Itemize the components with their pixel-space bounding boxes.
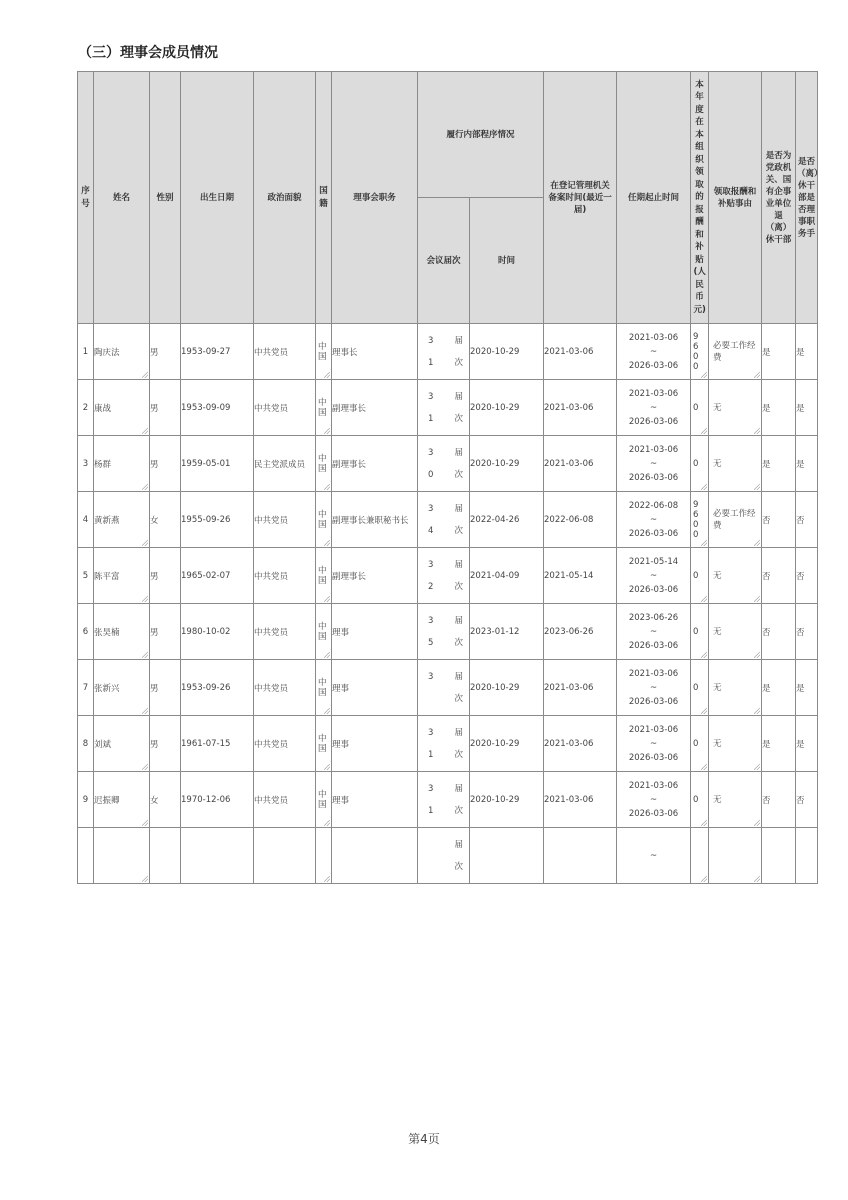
resize-handle-icon[interactable] xyxy=(701,652,707,658)
board-members-table-container xyxy=(77,71,823,883)
header-internal-procedure: 履行内部程序情况 xyxy=(418,72,544,198)
cell-name[interactable]: 陈平富 xyxy=(94,548,150,604)
cell-remuneration[interactable]: 9600 xyxy=(691,324,709,380)
cell-political-status[interactable]: 中共党员 xyxy=(254,660,316,716)
cell-meeting-session[interactable]: 3 届 0 次 xyxy=(418,436,470,492)
cell-filing-date[interactable]: 2021-03-06 xyxy=(544,436,617,492)
header-filing-time: 在登记管理机关备案时间(最近一届) xyxy=(544,72,617,324)
cell-remuneration-reason[interactable]: 无 xyxy=(709,380,762,436)
cell-name[interactable]: 杨群 xyxy=(94,436,150,492)
cell-extra[interactable]: 是 xyxy=(796,660,818,716)
cell-filing-date[interactable]: 2022-06-08 xyxy=(544,492,617,548)
cell-remuneration-reason[interactable] xyxy=(709,828,762,884)
resize-handle-icon[interactable] xyxy=(142,764,148,770)
resize-handle-icon[interactable] xyxy=(142,540,148,546)
cell-retired-cadre[interactable]: 是 xyxy=(762,660,796,716)
cell-nationality[interactable]: 中国 xyxy=(316,324,332,380)
cell-retired-cadre[interactable]: 否 xyxy=(762,548,796,604)
resize-handle-icon[interactable] xyxy=(701,596,707,602)
cell-birth-date[interactable]: 1980-10-02 xyxy=(181,604,254,660)
cell-birth-date[interactable]: 1970-12-06 xyxy=(181,772,254,828)
cell-remuneration-reason[interactable]: 无 xyxy=(709,772,762,828)
cell-term-period[interactable]: 2021-03-06 ~ 2026-03-06 xyxy=(617,660,691,716)
resize-handle-icon[interactable] xyxy=(324,428,330,434)
cell-gender[interactable]: 男 xyxy=(150,716,181,772)
cell-remuneration-reason[interactable]: 必要工作经费 xyxy=(709,324,762,380)
resize-handle-icon[interactable] xyxy=(142,484,148,490)
cell-seq: 4 xyxy=(78,492,94,548)
cell-name[interactable]: 张昊楠 xyxy=(94,604,150,660)
cell-remuneration[interactable]: 0 xyxy=(691,660,709,716)
page-number: 第4页 xyxy=(408,1132,440,1146)
cell-board-position[interactable]: 副理事长兼职秘书长 xyxy=(332,492,418,548)
resize-handle-icon[interactable] xyxy=(142,428,148,434)
cell-retired-cadre[interactable]: 否 xyxy=(762,492,796,548)
table-row xyxy=(78,548,818,604)
cell-gender[interactable]: 男 xyxy=(150,604,181,660)
cell-board-position[interactable]: 理事 xyxy=(332,772,418,828)
cell-extra[interactable]: 否 xyxy=(796,492,818,548)
cell-birth-date[interactable]: 1953-09-09 xyxy=(181,380,254,436)
cell-filing-date[interactable] xyxy=(544,828,617,884)
cell-meeting-date[interactable]: 2022-04-26 xyxy=(470,492,544,548)
header-political-status: 政治面貌 xyxy=(254,72,316,324)
header-name: 姓名 xyxy=(94,72,150,324)
resize-handle-icon[interactable] xyxy=(324,652,330,658)
cell-nationality[interactable]: 中国 xyxy=(316,716,332,772)
cell-political-status[interactable]: 中共党员 xyxy=(254,492,316,548)
cell-board-position[interactable]: 理事 xyxy=(332,660,418,716)
cell-retired-cadre[interactable]: 是 xyxy=(762,380,796,436)
cell-term-period[interactable]: 2023-06-26 ~ 2026-03-06 xyxy=(617,604,691,660)
cell-term-period[interactable]: 2022-06-08 ~ 2026-03-06 xyxy=(617,492,691,548)
table-row xyxy=(78,492,818,548)
cell-meeting-date[interactable]: 2020-10-29 xyxy=(470,660,544,716)
cell-gender[interactable]: 男 xyxy=(150,380,181,436)
cell-gender[interactable]: 女 xyxy=(150,492,181,548)
cell-remuneration-reason[interactable]: 无 xyxy=(709,548,762,604)
cell-retired-cadre[interactable]: 是 xyxy=(762,436,796,492)
resize-handle-icon[interactable] xyxy=(701,764,707,770)
cell-political-status[interactable]: 中共党员 xyxy=(254,548,316,604)
cell-seq: 5 xyxy=(78,548,94,604)
cell-meeting-date[interactable]: 2020-10-29 xyxy=(470,380,544,436)
resize-handle-icon[interactable] xyxy=(701,876,707,882)
cell-remuneration[interactable]: 0 xyxy=(691,716,709,772)
header-remuneration-reason: 领取报酬和补贴事由 xyxy=(709,72,762,324)
cell-remuneration[interactable] xyxy=(691,828,709,884)
cell-extra[interactable]: 是 xyxy=(796,716,818,772)
header-meeting-time: 时间 xyxy=(470,198,544,324)
cell-political-status[interactable]: 中共党员 xyxy=(254,604,316,660)
cell-nationality[interactable]: 中国 xyxy=(316,380,332,436)
cell-name[interactable]: 迟振卿 xyxy=(94,772,150,828)
resize-handle-icon[interactable] xyxy=(754,876,760,882)
cell-political-status[interactable] xyxy=(254,828,316,884)
cell-board-position[interactable]: 理事 xyxy=(332,716,418,772)
resize-handle-icon[interactable] xyxy=(701,372,707,378)
resize-handle-icon[interactable] xyxy=(754,764,760,770)
cell-extra[interactable] xyxy=(796,828,818,884)
cell-term-period[interactable]: 2021-03-06 ~ 2026-03-06 xyxy=(617,436,691,492)
resize-handle-icon[interactable] xyxy=(324,708,330,714)
section-title: （三）理事会成员情况 xyxy=(78,45,218,61)
cell-board-position[interactable]: 理事长 xyxy=(332,324,418,380)
header-extra: 是否（离）休干部是否理事职务手 xyxy=(796,72,818,324)
cell-seq: 6 xyxy=(78,604,94,660)
header-nationality: 国籍 xyxy=(316,72,332,324)
resize-handle-icon[interactable] xyxy=(142,820,148,826)
cell-meeting-session[interactable]: 届 次 xyxy=(418,828,470,884)
cell-birth-date[interactable]: 1955-09-26 xyxy=(181,492,254,548)
header-board-position: 理事会职务 xyxy=(332,72,418,324)
cell-extra[interactable]: 否 xyxy=(796,604,818,660)
resize-handle-icon[interactable] xyxy=(754,372,760,378)
table-row xyxy=(78,324,818,380)
table-row xyxy=(78,716,818,772)
table-row xyxy=(78,828,818,884)
resize-handle-icon[interactable] xyxy=(754,820,760,826)
header-meeting-session: 会议届次 xyxy=(418,198,470,324)
resize-handle-icon[interactable] xyxy=(324,596,330,602)
cell-filing-date[interactable]: 2021-05-14 xyxy=(544,548,617,604)
cell-remuneration-reason[interactable]: 必要工作经费 xyxy=(709,492,762,548)
cell-filing-date[interactable]: 2021-03-06 xyxy=(544,772,617,828)
cell-extra[interactable]: 是 xyxy=(796,380,818,436)
cell-term-period[interactable]: 2021-03-06 ~ 2026-03-06 xyxy=(617,324,691,380)
cell-board-position[interactable]: 副理事长 xyxy=(332,436,418,492)
cell-nationality[interactable] xyxy=(316,828,332,884)
cell-remuneration-reason[interactable]: 无 xyxy=(709,716,762,772)
header-retired-cadre: 是否为党政机关、国有企事业单位退（离）休干部 xyxy=(762,72,796,324)
header-remuneration: 本年度在本组织领取的报酬和补贴(人民币元) xyxy=(691,72,709,324)
cell-remuneration[interactable]: 0 xyxy=(691,436,709,492)
cell-nationality[interactable]: 中国 xyxy=(316,604,332,660)
resize-handle-icon[interactable] xyxy=(701,428,707,434)
cell-nationality[interactable]: 中国 xyxy=(316,492,332,548)
cell-remuneration[interactable]: 0 xyxy=(691,772,709,828)
cell-board-position[interactable]: 理事 xyxy=(332,604,418,660)
cell-remuneration[interactable]: 0 xyxy=(691,604,709,660)
cell-board-position[interactable]: 副理事长 xyxy=(332,380,418,436)
cell-gender[interactable]: 男 xyxy=(150,324,181,380)
table-row xyxy=(78,660,818,716)
cell-seq: 9 xyxy=(78,772,94,828)
cell-meeting-date[interactable]: 2023-01-12 xyxy=(470,604,544,660)
cell-birth-date[interactable]: 1959-05-01 xyxy=(181,436,254,492)
cell-name[interactable]: 刘斌 xyxy=(94,716,150,772)
cell-birth-date[interactable]: 1961-07-15 xyxy=(181,716,254,772)
cell-retired-cadre[interactable]: 否 xyxy=(762,604,796,660)
resize-handle-icon[interactable] xyxy=(142,372,148,378)
cell-gender[interactable] xyxy=(150,828,181,884)
cell-term-period[interactable]: 2021-03-06 ~ 2026-03-06 xyxy=(617,380,691,436)
cell-nationality[interactable]: 中国 xyxy=(316,548,332,604)
cell-seq: 7 xyxy=(78,660,94,716)
cell-seq: 3 xyxy=(78,436,94,492)
cell-remuneration-reason[interactable]: 无 xyxy=(709,604,762,660)
cell-name[interactable]: 康战 xyxy=(94,380,150,436)
resize-handle-icon[interactable] xyxy=(324,372,330,378)
table-row xyxy=(78,604,818,660)
resize-handle-icon[interactable] xyxy=(754,428,760,434)
resize-handle-icon[interactable] xyxy=(754,540,760,546)
cell-remuneration[interactable]: 0 xyxy=(691,548,709,604)
resize-handle-icon[interactable] xyxy=(324,540,330,546)
cell-term-period[interactable]: 2021-03-06 ~ 2026-03-06 xyxy=(617,716,691,772)
cell-extra[interactable]: 否 xyxy=(796,772,818,828)
cell-meeting-date[interactable]: 2021-04-09 xyxy=(470,548,544,604)
table-row xyxy=(78,380,818,436)
cell-remuneration-reason[interactable]: 无 xyxy=(709,660,762,716)
resize-handle-icon[interactable] xyxy=(754,596,760,602)
cell-remuneration[interactable]: 0 xyxy=(691,380,709,436)
cell-meeting-session[interactable]: 3 届 1 次 xyxy=(418,716,470,772)
resize-handle-icon[interactable] xyxy=(754,484,760,490)
header-gender: 性别 xyxy=(150,72,181,324)
resize-handle-icon[interactable] xyxy=(701,484,707,490)
resize-handle-icon[interactable] xyxy=(701,708,707,714)
cell-term-period[interactable]: 2021-03-06 ~ 2026-03-06 xyxy=(617,772,691,828)
header-term-period: 任期起止时间 xyxy=(617,72,691,324)
table-row xyxy=(78,772,818,828)
cell-name[interactable]: 陶庆法 xyxy=(94,324,150,380)
cell-term-period[interactable]: ~ xyxy=(617,828,691,884)
cell-extra[interactable]: 否 xyxy=(796,548,818,604)
resize-handle-icon[interactable] xyxy=(701,820,707,826)
board-members-table xyxy=(77,71,823,884)
cell-retired-cadre[interactable] xyxy=(762,828,796,884)
table-row xyxy=(78,436,818,492)
cell-retired-cadre[interactable]: 否 xyxy=(762,772,796,828)
cell-remuneration-reason[interactable]: 无 xyxy=(709,436,762,492)
member-rows xyxy=(78,324,818,884)
cell-meeting-date[interactable] xyxy=(470,828,544,884)
resize-handle-icon[interactable] xyxy=(142,652,148,658)
cell-nationality[interactable]: 中国 xyxy=(316,772,332,828)
cell-seq: 1 xyxy=(78,324,94,380)
cell-filing-date[interactable]: 2021-03-06 xyxy=(544,716,617,772)
cell-birth-date[interactable]: 1953-09-26 xyxy=(181,660,254,716)
cell-seq: 2 xyxy=(78,380,94,436)
resize-handle-icon[interactable] xyxy=(754,652,760,658)
cell-meeting-date[interactable]: 2020-10-29 xyxy=(470,716,544,772)
cell-name[interactable]: 黄新燕 xyxy=(94,492,150,548)
cell-nationality[interactable]: 中国 xyxy=(316,660,332,716)
cell-retired-cadre[interactable]: 是 xyxy=(762,716,796,772)
cell-seq xyxy=(78,828,94,884)
cell-name[interactable]: 张新兴 xyxy=(94,660,150,716)
cell-meeting-date[interactable]: 2020-10-29 xyxy=(470,324,544,380)
cell-extra[interactable]: 是 xyxy=(796,324,818,380)
cell-political-status[interactable]: 民主党派成员 xyxy=(254,436,316,492)
cell-filing-date[interactable]: 2021-03-06 xyxy=(544,380,617,436)
cell-meeting-session[interactable]: 3 届 4 次 xyxy=(418,492,470,548)
cell-gender[interactable]: 男 xyxy=(150,436,181,492)
cell-birth-date[interactable]: 1953-09-27 xyxy=(181,324,254,380)
cell-birth-date[interactable]: 1965-02-07 xyxy=(181,548,254,604)
cell-political-status[interactable]: 中共党员 xyxy=(254,380,316,436)
cell-filing-date[interactable]: 2021-03-06 xyxy=(544,324,617,380)
cell-filing-date[interactable]: 2023-06-26 xyxy=(544,604,617,660)
cell-meeting-session[interactable]: 3 届 次 xyxy=(418,660,470,716)
cell-gender[interactable]: 男 xyxy=(150,660,181,716)
cell-meeting-session[interactable]: 3 届 1 次 xyxy=(418,772,470,828)
resize-handle-icon[interactable] xyxy=(324,876,330,882)
resize-handle-icon[interactable] xyxy=(324,764,330,770)
cell-political-status[interactable]: 中共党员 xyxy=(254,324,316,380)
resize-handle-icon[interactable] xyxy=(701,540,707,546)
cell-meeting-session[interactable]: 3 届 1 次 xyxy=(418,324,470,380)
cell-meeting-date[interactable]: 2020-10-29 xyxy=(470,772,544,828)
cell-meeting-session[interactable]: 3 届 1 次 xyxy=(418,380,470,436)
cell-nationality[interactable]: 中国 xyxy=(316,436,332,492)
resize-handle-icon[interactable] xyxy=(142,708,148,714)
cell-remuneration[interactable]: 9600 xyxy=(691,492,709,548)
cell-meeting-session[interactable]: 3 届 2 次 xyxy=(418,548,470,604)
resize-handle-icon[interactable] xyxy=(142,596,148,602)
resize-handle-icon[interactable] xyxy=(142,876,148,882)
cell-filing-date[interactable]: 2021-03-06 xyxy=(544,660,617,716)
header-seq: 序号 xyxy=(78,72,94,324)
cell-term-period[interactable]: 2021-05-14 ~ 2026-03-06 xyxy=(617,548,691,604)
cell-meeting-session[interactable]: 3 届 5 次 xyxy=(418,604,470,660)
cell-seq: 8 xyxy=(78,716,94,772)
cell-extra[interactable]: 是 xyxy=(796,436,818,492)
cell-name[interactable] xyxy=(94,828,150,884)
cell-board-position[interactable]: 副理事长 xyxy=(332,548,418,604)
cell-board-position[interactable] xyxy=(332,828,418,884)
cell-political-status[interactable]: 中共党员 xyxy=(254,772,316,828)
resize-handle-icon[interactable] xyxy=(754,708,760,714)
cell-political-status[interactable]: 中共党员 xyxy=(254,716,316,772)
header-birth-date: 出生日期 xyxy=(181,72,254,324)
cell-gender[interactable]: 男 xyxy=(150,548,181,604)
cell-gender[interactable]: 女 xyxy=(150,772,181,828)
resize-handle-icon[interactable] xyxy=(324,820,330,826)
cell-retired-cadre[interactable]: 是 xyxy=(762,324,796,380)
cell-meeting-date[interactable]: 2020-10-29 xyxy=(470,436,544,492)
cell-birth-date[interactable] xyxy=(181,828,254,884)
resize-handle-icon[interactable] xyxy=(324,484,330,490)
